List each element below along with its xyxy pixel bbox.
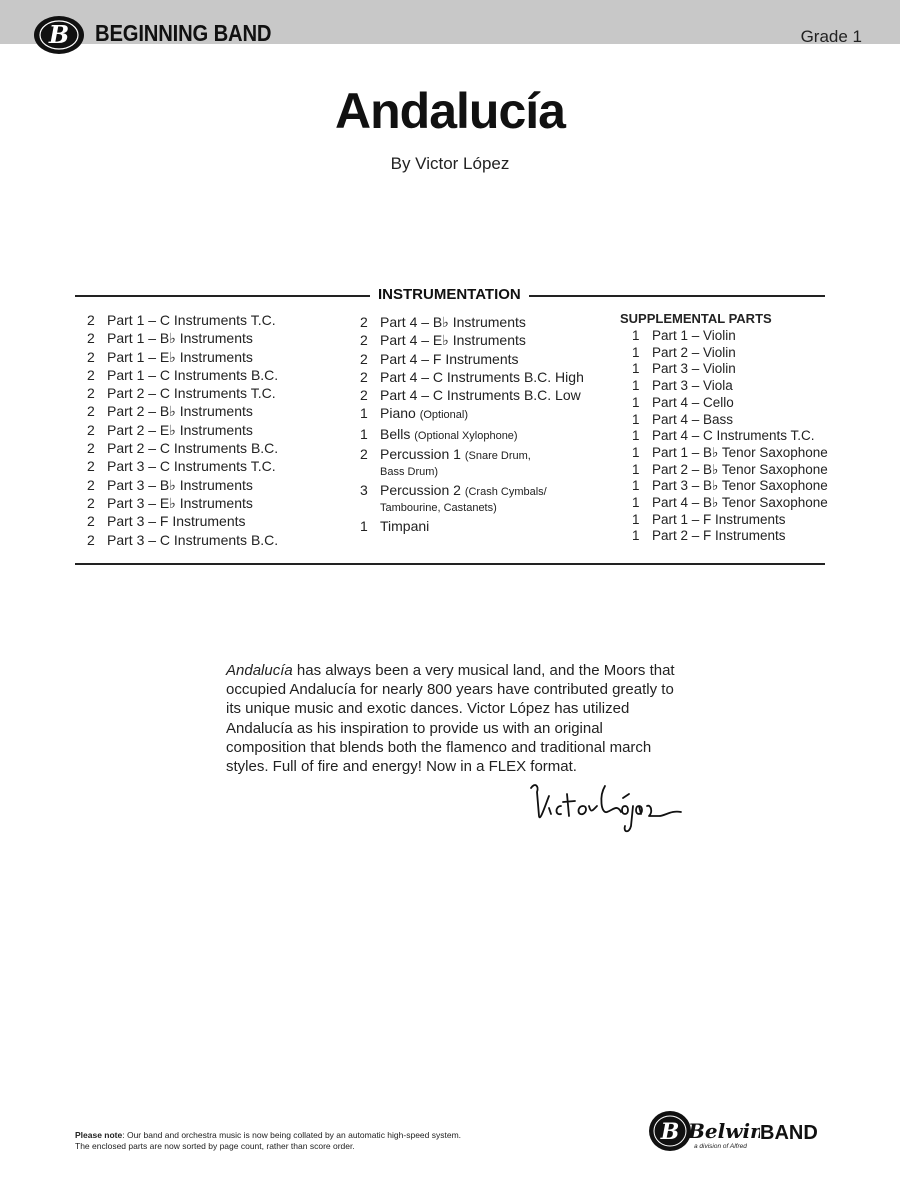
part-name: Piano [380,405,416,422]
part-quantity: 1 [360,518,368,535]
part-name: Part 1 – F Instruments [652,511,786,527]
part-list-item [360,404,584,424]
part-name: Part 3 – C Instruments T.C. [107,458,276,475]
publisher-band-label: BAND [760,1122,818,1144]
part-name: Part 1 – Violin [652,328,736,343]
part-list-item [87,476,278,494]
part-name: Part 4 – Cello [652,394,734,410]
part-quantity: 1 [632,378,640,394]
part-name: Part 4 – B♭ Instruments [380,314,526,330]
part-name: Percussion 1 [380,446,461,463]
part-name: Part 1 – E♭ Instruments [107,348,253,365]
part-list-item [87,329,278,347]
part-name: Part 3 – F Instruments [107,513,246,530]
publisher-subtitle: a division of Alfred [694,1143,747,1150]
part-name: Percussion 2 [380,482,461,499]
logo-letter: B [48,20,70,49]
part-quantity: 2 [87,513,95,530]
publisher-name: Belwin [688,1119,760,1143]
part-list-item [360,481,584,515]
part-list-item [620,495,828,512]
part-quantity: 2 [87,330,95,347]
part-list-item [620,345,828,362]
instrumentation-heading: INSTRUMENTATION [370,286,529,303]
supplemental-parts-column [620,311,828,545]
part-note-continued: Tambourine, Castanets) [380,502,497,515]
part-quantity: 2 [360,332,368,349]
part-quantity: 2 [87,531,95,548]
part-list-item [360,445,584,479]
part-list-item [87,494,278,512]
part-list-item [620,395,828,412]
part-quantity: 2 [87,312,95,328]
part-name: Part 1 – C Instruments B.C. [107,366,279,383]
part-quantity: 1 [632,361,640,377]
part-quantity: 1 [632,478,640,494]
page-title: Andalucía [335,83,565,139]
part-list-item [620,428,828,445]
part-quantity: 1 [360,425,368,442]
program-notes-title: Andalucía [226,662,293,679]
part-name: Part 2 – Violin [652,344,736,360]
part-name: Part 2 – C Instruments T.C. [107,385,276,402]
footnote-line-2: The enclosed parts are now sorted by page count, rather than score order. [75,1141,355,1151]
part-quantity: 2 [87,476,95,493]
part-quantity: 2 [360,446,368,463]
part-list-item [360,425,584,445]
part-list-item [620,462,828,479]
supplemental-heading: SUPPLEMENTAL PARTS [620,311,772,326]
composer-signature [525,776,685,846]
part-name: Part 1 – B♭ Tenor Saxophone [652,444,828,460]
part-list-item [87,421,278,439]
part-quantity: 2 [87,348,95,365]
part-list-item [87,348,278,366]
part-list-item [620,445,828,462]
part-list-item [620,378,828,395]
part-list-item [87,311,278,329]
part-note: (Optional) [419,409,468,422]
series-title: BEGINNING BAND [95,20,272,46]
composer-byline: By Victor López [390,154,510,173]
part-name: Part 4 – C Instruments T.C. [652,428,815,444]
part-quantity: 1 [632,428,640,444]
footnote-line-1: : Our band and orchestra music is now being collated by an automatic high-speed system. [122,1130,462,1140]
part-name: Timpani [380,518,430,535]
part-list-item [87,384,278,402]
part-list-item [87,366,278,384]
part-quantity: 2 [360,350,368,367]
part-name: Part 2 – F Instruments [652,528,786,544]
part-name: Part 4 – B♭ Tenor Saxophone [652,495,828,511]
part-name: Part 4 – F Instruments [380,350,519,367]
part-quantity: 2 [360,368,368,385]
part-quantity: 2 [87,385,95,402]
part-name: Part 3 – B♭ Tenor Saxophone [652,478,828,494]
part-quantity: 2 [87,458,95,475]
part-name: Part 2 – E♭ Instruments [107,421,253,438]
part-name: Part 2 – B♭ Tenor Saxophone [652,461,828,477]
part-name: Part 3 – Violin [652,361,736,377]
part-list-item [360,313,584,331]
part-name: Part 2 – B♭ Instruments [107,403,253,420]
program-notes-text: has always been a very musical land, and the Moors that occupied Andalucía for nearly 800 years have contributed greatly to its unique music and exotic dances. Victor López has utilized Andalucía as his inspiration to provide us with an original composition that blends both the flamenco and traditional march styles. Full of fire and energy! Now in a FLEX format. [226,662,675,776]
part-list-item [620,512,828,529]
part-quantity: 1 [632,444,640,460]
program-notes [226,661,686,776]
part-list-item [87,402,278,420]
part-note-continued: Bass Drum) [380,466,439,479]
part-quantity: 1 [632,344,640,360]
part-name: Part 3 – C Instruments B.C. [107,531,279,548]
part-name: Part 1 – B♭ Instruments [107,330,253,347]
part-list-item [360,350,584,368]
grade-label: Grade 1 [800,27,862,46]
part-list-item [360,386,584,404]
part-list-item [87,457,278,475]
part-list-item [87,439,278,457]
part-quantity: 1 [632,461,640,477]
part-list-item [620,478,828,495]
part-quantity: 1 [632,528,640,544]
part-quantity: 2 [87,366,95,383]
instrumentation-column-2 [360,313,584,535]
part-list-item [620,361,828,378]
publisher-logo [648,1108,828,1154]
footnote-label: Please note [75,1130,123,1140]
part-name: Part 4 – C Instruments B.C. Low [380,387,581,404]
part-list-item [87,512,278,530]
part-list-item [360,331,584,349]
part-name: Part 2 – C Instruments B.C. [107,440,279,457]
part-list-item [620,412,828,429]
part-quantity: 2 [87,403,95,420]
part-list-item [87,531,278,549]
svg-text:B: B [660,1119,680,1145]
part-name: Part 4 – E♭ Instruments [380,332,526,349]
collation-footnote [75,1130,461,1152]
part-name: Part 1 – C Instruments T.C. [107,312,276,328]
part-name: Part 4 – C Instruments B.C. High [380,368,584,385]
part-quantity: 2 [360,314,368,330]
part-note: (Snare Drum, [464,450,531,463]
part-name: Part 4 – Bass [652,411,734,427]
part-note: (Crash Cymbals/ [464,486,547,499]
part-quantity: 1 [632,328,640,343]
part-name: Bells [380,425,411,442]
part-quantity: 2 [87,440,95,457]
part-name: Part 3 – E♭ Instruments [107,494,253,511]
part-quantity: 1 [632,394,640,410]
part-list-item [360,368,584,386]
part-list-item [620,328,828,345]
part-name: Part 3 – B♭ Instruments [107,476,253,493]
instrumentation-column-1 [87,311,278,549]
part-list-item [360,517,584,535]
part-quantity: 1 [632,411,640,427]
part-quantity: 2 [87,494,95,511]
part-quantity: 2 [360,387,368,404]
part-quantity: 1 [360,405,368,422]
part-name: Part 3 – Viola [652,378,733,394]
part-quantity: 1 [632,495,640,511]
part-quantity: 3 [360,482,368,499]
part-quantity: 2 [87,421,95,438]
instrumentation-bottom-rule [75,563,825,565]
part-note: (Optional Xylophone) [414,429,518,442]
part-quantity: 1 [632,511,640,527]
beginning-band-logo-icon [32,14,88,56]
part-list-item [620,528,828,545]
